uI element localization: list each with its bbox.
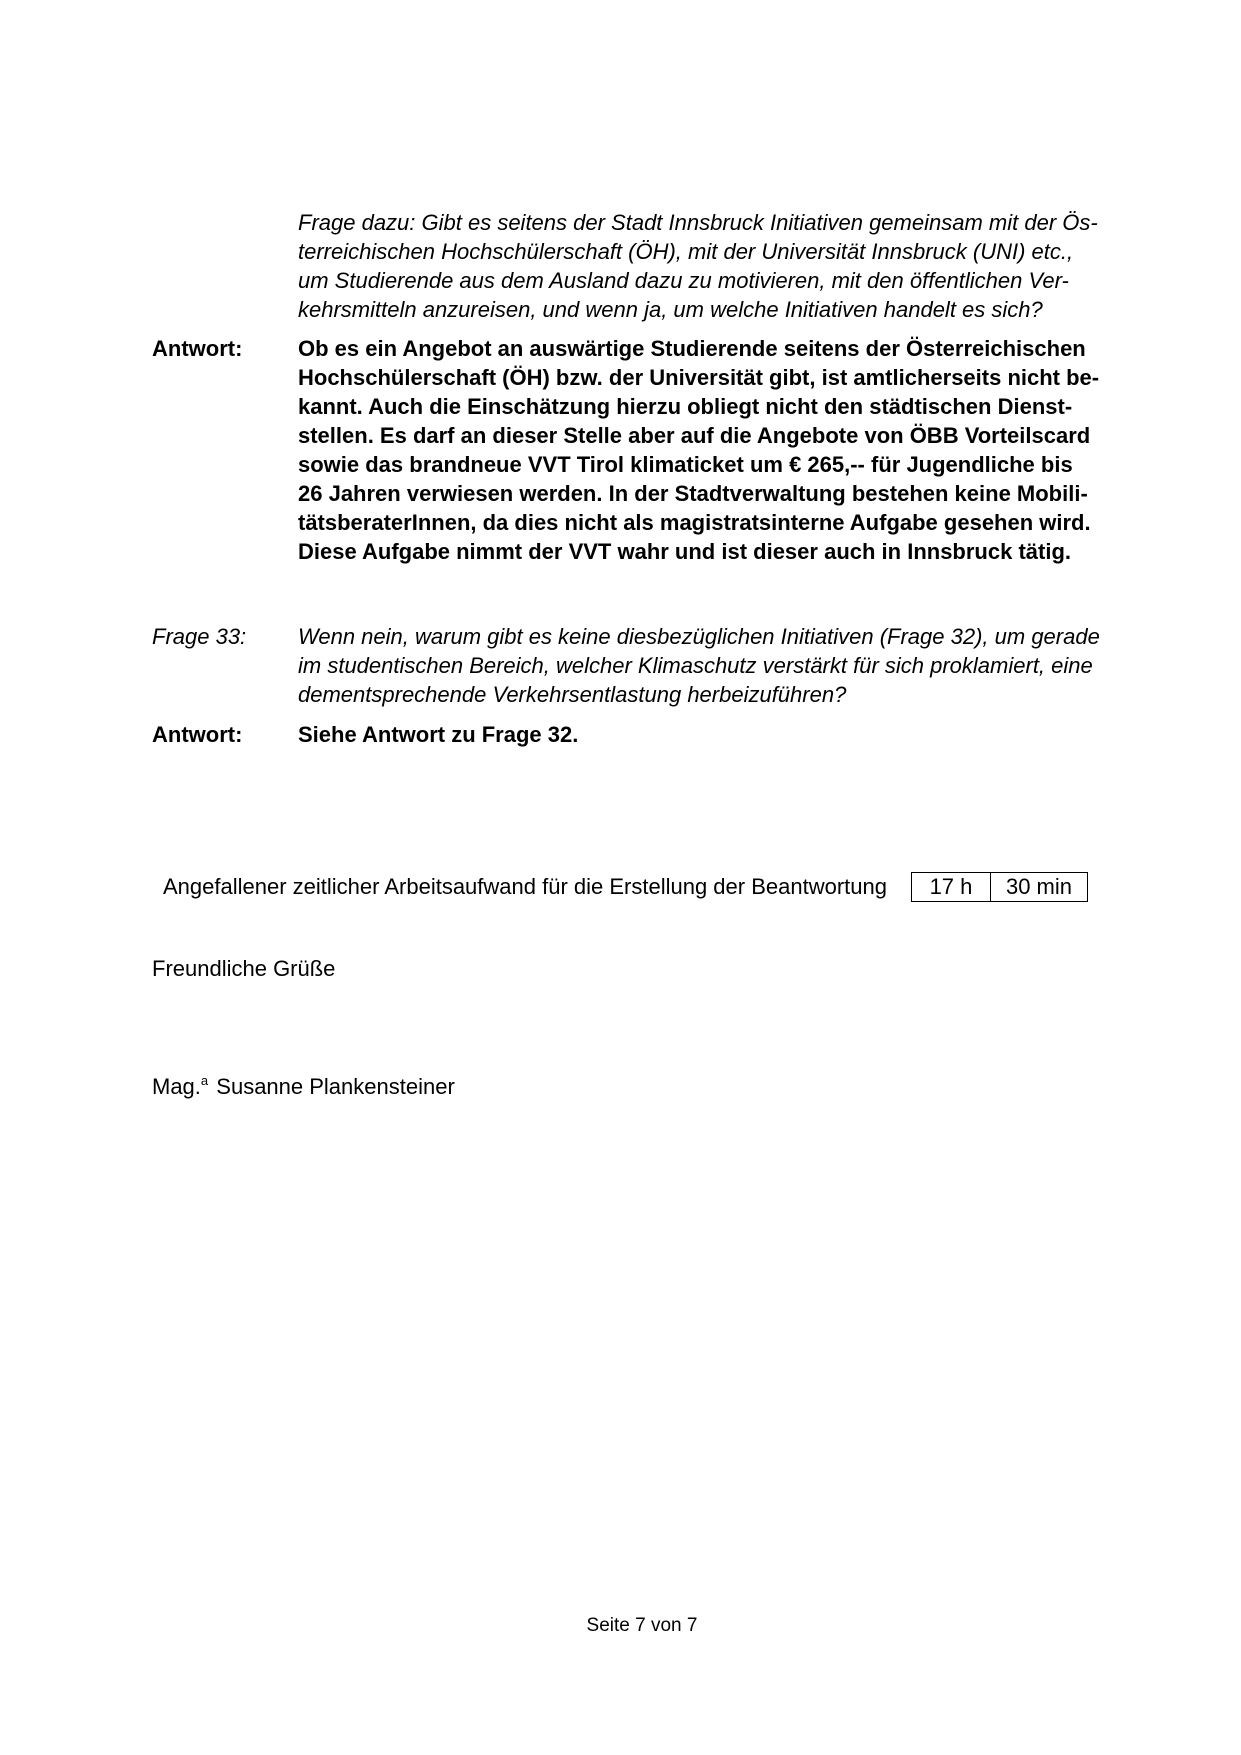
effort-hours-cell: 17 h — [911, 873, 990, 902]
frage-32-followup-block — [152, 208, 1142, 324]
frage-33-line: dementsprechende Verkehrsentlastung herbeizuführen? — [298, 682, 847, 707]
page-number: Seite 7 von 7 — [586, 1615, 698, 1636]
page-footer — [0, 1614, 1241, 1638]
antwort-33-label: Antwort: — [152, 722, 243, 747]
antwort-32-text — [298, 334, 1142, 566]
effort-table — [911, 872, 1088, 902]
signatory-name: Susanne Plankensteiner — [216, 1074, 455, 1099]
frage-32-followup-line: Frage dazu: Gibt es seitens der Stadt Innsbruck Initiativen gemeinsam mit der Ös- — [298, 210, 1098, 235]
antwort-33-block — [152, 720, 1142, 749]
frage-33-text — [298, 622, 1142, 709]
antwort-32-line: 26 Jahren verwiesen werden. In der Stadtverwaltung bestehen keine Mobili- — [298, 481, 1088, 506]
antwort-33-text: Siehe Antwort zu Frage 32. — [298, 722, 579, 747]
antwort-32-line: tätsberaterInnen, da dies nicht als magistratsinterne Aufgabe gesehen wird. — [298, 510, 1091, 535]
frage-32-followup-line: terreichischen Hochschülerschaft (ÖH), mit der Universität Innsbruck (UNI) etc., — [298, 239, 1074, 264]
antwort-32-line: Diese Aufgabe nimmt der VVT wahr und ist dieser auch in Innsbruck tätig. — [298, 539, 1071, 564]
title-prefix: Mag. — [152, 1074, 201, 1099]
effort-label: Angefallener zeitlicher Arbeitsaufwand für die Erstellung der Beantwortung — [163, 874, 887, 899]
closing-greeting: Freundliche Grüße — [152, 956, 336, 981]
frage-33-block — [152, 622, 1142, 709]
effort-table-row — [911, 873, 1087, 902]
effort-minutes-cell: 30 min — [990, 873, 1087, 902]
effort-summary — [163, 872, 1088, 902]
frage-33-line: Wenn nein, warum gibt es keine diesbezüglichen Initiativen (Frage 32), um gerade — [298, 624, 1100, 649]
frage-32-followup-text — [298, 208, 1142, 324]
antwort-32-line: Ob es ein Angebot an auswärtige Studierende seitens der Österreichischen — [298, 336, 1086, 361]
antwort-32-line: Hochschülerschaft (ÖH) bzw. der Universität gibt, ist amtlicherseits nicht be- — [298, 365, 1100, 390]
frage-32-followup-label-spacer — [152, 208, 298, 324]
signature-name — [152, 1067, 455, 1101]
antwort-32-label: Antwort: — [152, 336, 243, 361]
frage-32-followup-line: kehrsmitteln anzureisen, und wenn ja, um welche Initiativen handelt es sich? — [298, 297, 1043, 322]
frage-33-line: im studentischen Bereich, welcher Klimaschutz verstärkt für sich proklamiert, eine — [298, 653, 1093, 678]
antwort-32-line: sowie das brandneue VVT Tirol klimaticket um € 265,-- für Jugendliche bis — [298, 452, 1073, 477]
antwort-32-block — [152, 334, 1142, 566]
frage-33-label: Frage 33: — [152, 624, 247, 649]
antwort-32-line: stellen. Es darf an dieser Stelle aber auf die Angebote von ÖBB Vorteilscard — [298, 423, 1091, 448]
antwort-32-line: kannt. Auch die Einschätzung hierzu obliegt nicht den städtischen Dienst- — [298, 394, 1073, 419]
title-superscript: a — [200, 1073, 209, 1088]
frage-32-followup-line: um Studierende aus dem Ausland dazu zu motivieren, mit den öffentlichen Ver- — [298, 268, 1069, 293]
